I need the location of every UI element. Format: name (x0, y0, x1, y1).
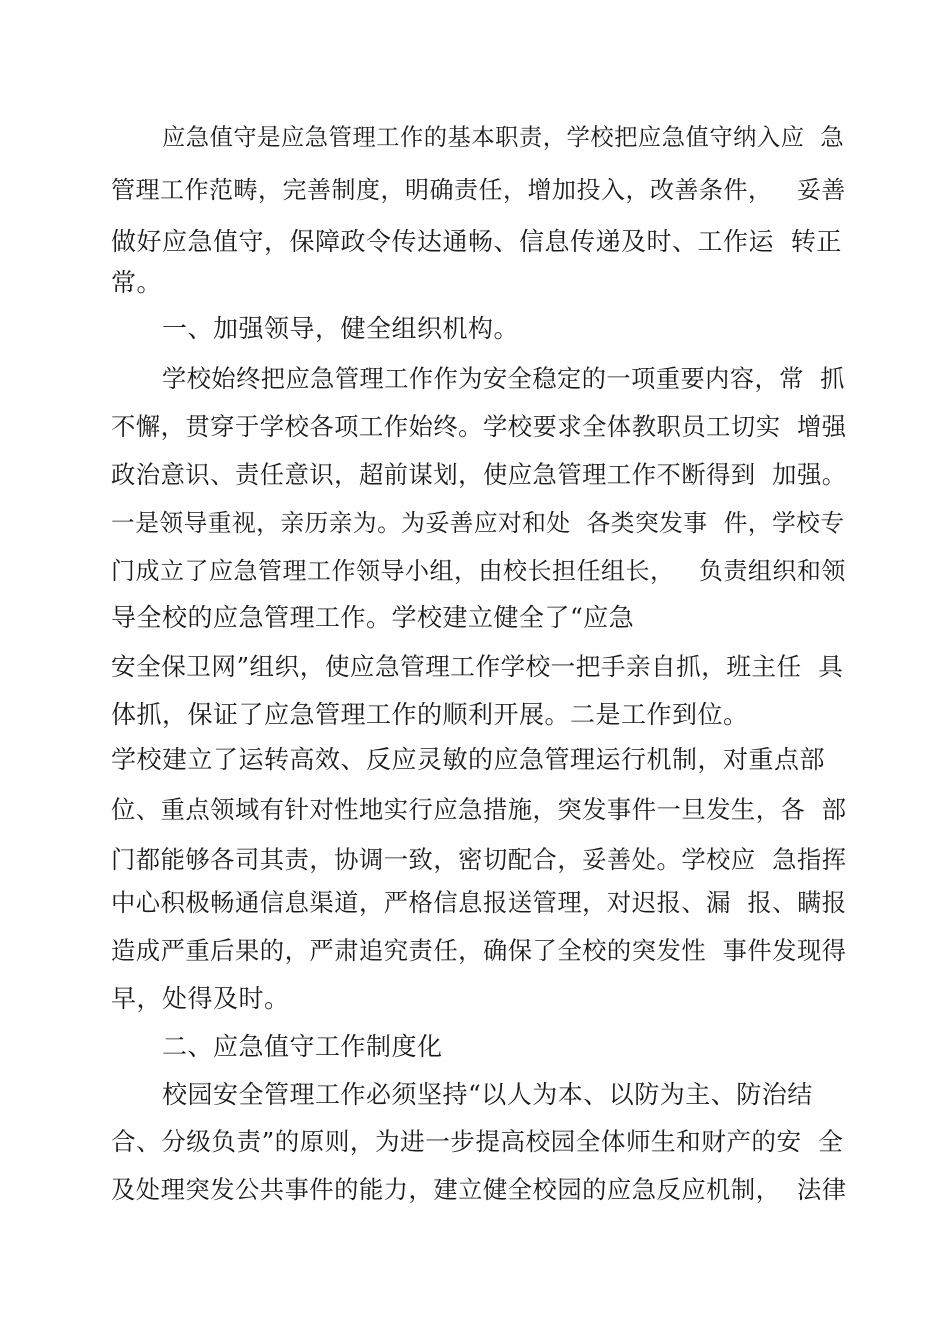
text-line: 学校建立了运转高效、反应灵敏的应急管理运行机制，对重点部 (111, 745, 826, 774)
text-line: 体抓，保证了应急管理工作的顺利开展。二是工作到位。 (111, 700, 749, 729)
text-line: 早，处得及时。 (111, 984, 290, 1013)
text-line: 政治意识、责任意识，超前谋划，使应急管理工作不断得到 加强。 (111, 460, 847, 489)
text-line: 位、重点领域有针对性地实行应急措施，突发事件一旦发生，各 部 (111, 795, 847, 824)
text-line: 导全校的应急管理工作。学校建立健全了“应急 (111, 603, 635, 632)
text-line: 做好应急值守，保障政令传达通畅、信息传递及时、工作运 转正 (111, 227, 842, 256)
text-line: 造成严重后果的，严肃追究责任，确保了全校的突发性 事件发现得 (111, 936, 847, 965)
text-line: 管理工作范畴，完善制度，明确责任，增加投入，改善条件， 妥善 (111, 176, 846, 204)
text-line: 不懈，贯穿于学校各项工作始终。学校要求全体教职员工切实 增强 (111, 412, 847, 441)
text-line: 及处理突发公共事件的能力，建立健全校园的应急反应机制， 法律 (111, 1175, 847, 1204)
text-line: 应急值守是应急管理工作的基本职责，学校把应急值守纳入应 急 (162, 124, 845, 151)
text-line: 常。 (111, 268, 163, 297)
section-heading: 一、加强领导，健全组织机构。 (162, 314, 520, 343)
text-line: 学校始终把应急管理工作作为安全稳定的一项重要内容，常 抓 (162, 365, 845, 393)
text-line: 一是领导重视，亲历亲为。为妥善应对和处 各类突发事 件，学校专 (111, 509, 845, 537)
section-heading: 二、应急值守工作制度化 (162, 1032, 443, 1061)
text-line: 安全保卫网”组织，使应急管理工作学校一把手亲自抓，班主任 具 (111, 652, 844, 681)
text-line: 门成立了应急管理工作领导小组，由校长担任组长， 负责组织和领 (111, 557, 846, 585)
text-line: 门都能够各司其责，协调一致，密切配合，妥善处。学校应 急指挥 (111, 845, 847, 874)
text-line: 合、分级负责”的原则，为进一步提高校园全体师生和财产的安 全 (111, 1127, 844, 1156)
text-line: 校园安全管理工作必须坚持“以人为本、以防为主、防治结 (162, 1080, 813, 1109)
text-line: 中心积极畅通信息渠道，严格信息报送管理，对迟报、漏 报、瞒报 (111, 888, 847, 917)
